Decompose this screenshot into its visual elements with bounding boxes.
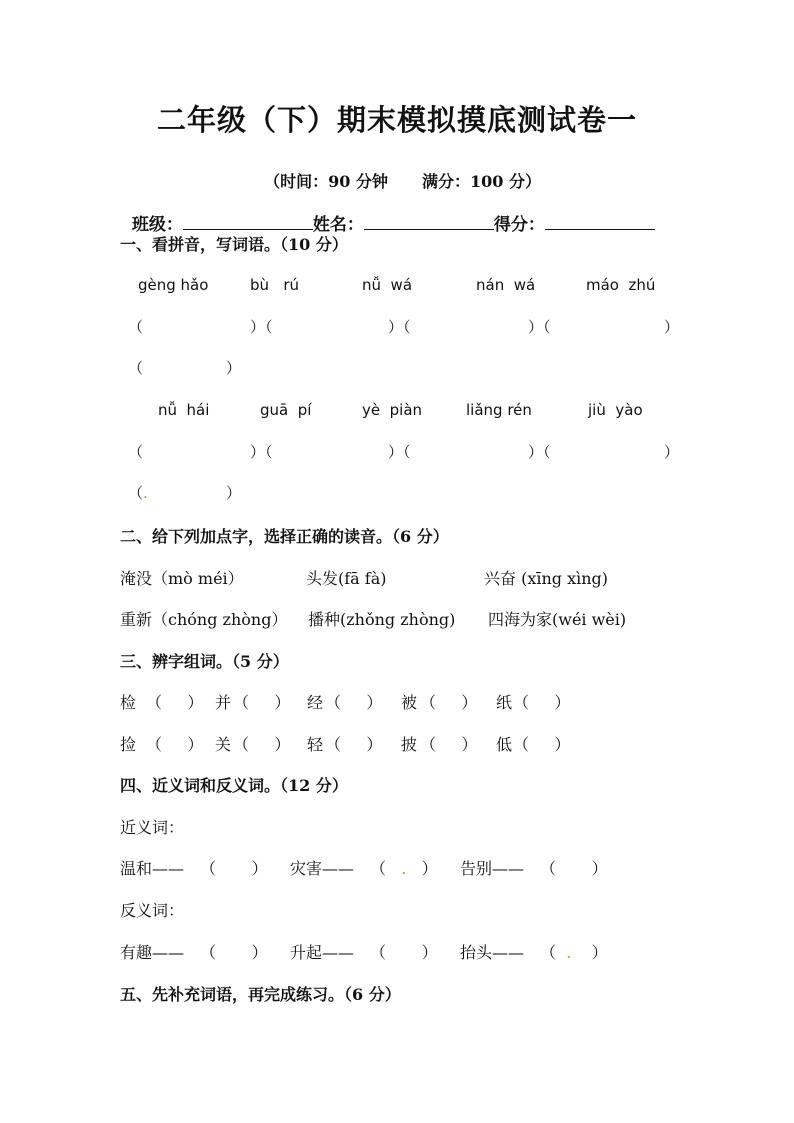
answer-paren: ） (664, 318, 680, 336)
answer-paren: ）（ (388, 318, 411, 336)
word-paren[interactable]: （ ） (420, 693, 478, 712)
answer-paren: ）（ (250, 318, 273, 336)
pinyin-4: nán wá (476, 276, 536, 294)
char-item: 检 (120, 693, 137, 712)
word-paren[interactable]: （ ） (513, 735, 571, 754)
student-info-row (120, 190, 655, 235)
answer-paren: ）（ (388, 443, 411, 461)
synonym-item: 告别—— (460, 859, 525, 878)
antonym-item: 抬头—— (460, 943, 525, 962)
char-item: 经 (307, 693, 324, 712)
antonym-paren[interactable]: （ . ） (540, 943, 608, 962)
synonym-item: 温和—— (120, 859, 185, 878)
answer-paren[interactable]: （ (128, 443, 144, 461)
answer-paren: ） (226, 484, 242, 502)
exam-title: 二年级（下）期末模拟摸底测试卷一 (156, 103, 637, 137)
word-paren[interactable]: （ ） (233, 735, 291, 754)
answer-paren: ）（ (250, 443, 273, 461)
word-paren[interactable]: （ ） (420, 735, 478, 754)
synonym-paren[interactable]: （ ） (540, 859, 608, 878)
word-paren[interactable]: （ ） (146, 693, 204, 712)
score-blank[interactable] (545, 213, 655, 230)
char-item: 纸 (496, 693, 513, 712)
class-blank[interactable] (183, 213, 313, 230)
section3-heading: 三、辨字组词。（5 分） (120, 652, 289, 671)
section5-heading: 五、先补充词语，再完成练习。（6 分） (120, 985, 401, 1004)
char-item: 捡 (120, 735, 137, 754)
class-label: 班级： (131, 215, 183, 235)
answer-paren[interactable]: （ (128, 318, 144, 336)
pinyin-9: liǎng rén (466, 401, 532, 419)
pinyin-10: jiù yào (588, 401, 643, 419)
synonym-item: 灾害—— (290, 859, 355, 878)
section4-heading: 四、近义词和反义词。（12 分） (120, 776, 348, 795)
synonym-label: 近义词： (120, 818, 185, 837)
word-paren[interactable]: （ ） (233, 693, 291, 712)
answer-paren[interactable]: （ (128, 359, 144, 377)
antonym-item: 升起—— (290, 943, 355, 962)
answer-paren: ）（ (528, 443, 551, 461)
char-item: 关 (215, 735, 232, 754)
pinyin-5: máo zhú (586, 276, 656, 294)
char-item: 被 (401, 693, 418, 712)
antonym-label: 反义词： (120, 901, 185, 920)
synonym-paren[interactable]: （ ） (200, 859, 268, 878)
antonym-paren[interactable]: （ ） (200, 943, 268, 962)
answer-paren[interactable]: （. (128, 484, 148, 502)
char-item: 并 (215, 693, 232, 712)
answer-paren: ）（ (528, 318, 551, 336)
time-limit: （时间：90 分钟 (264, 172, 388, 191)
name-blank[interactable] (364, 213, 494, 230)
reading-item: 兴奋 (xīng xìng) (484, 569, 609, 588)
antonym-paren[interactable]: （ ） (370, 943, 438, 962)
reading-item: 播种(zhǒng zhòng) (308, 610, 456, 629)
synonym-paren[interactable]: （ . ） (370, 859, 438, 878)
score-label: 得分： (493, 215, 545, 235)
char-item: 低 (496, 735, 513, 754)
char-item: 披 (401, 735, 418, 754)
reading-item: 重新（chóng zhòng） (120, 610, 288, 629)
answer-paren: ） (664, 443, 680, 461)
name-label: 姓名： (312, 215, 364, 235)
section2-heading: 二、给下列加点字，选择正确的读音。（6 分） (120, 527, 449, 546)
reading-item: 四海为家(wéi wèi) (488, 610, 627, 629)
char-item: 轻 (307, 735, 324, 754)
pinyin-8: yè piàn (362, 401, 423, 419)
pinyin-3: nǚ wá (362, 276, 413, 294)
reading-item: 淹没（mò méi） (120, 569, 244, 588)
pinyin-1: gèng hǎo (138, 276, 209, 294)
exam-subtitle (0, 150, 794, 192)
antonym-item: 有趣—— (120, 943, 185, 962)
word-paren[interactable]: （ ） (325, 693, 383, 712)
reading-item: 头发(fā fà) (306, 569, 387, 588)
section1-heading: 一、看拼音，写词语。（10 分） (120, 235, 348, 254)
pinyin-6: nǚ hái (158, 401, 210, 419)
answer-paren: ） (226, 359, 242, 377)
pinyin-7: guā pí (260, 401, 312, 419)
pinyin-2: bù rú (250, 276, 300, 294)
word-paren[interactable]: （ ） (325, 735, 383, 754)
word-paren[interactable]: （ ） (146, 735, 204, 754)
word-paren[interactable]: （ ） (513, 693, 571, 712)
total-score: 满分：100 分） (422, 172, 541, 191)
